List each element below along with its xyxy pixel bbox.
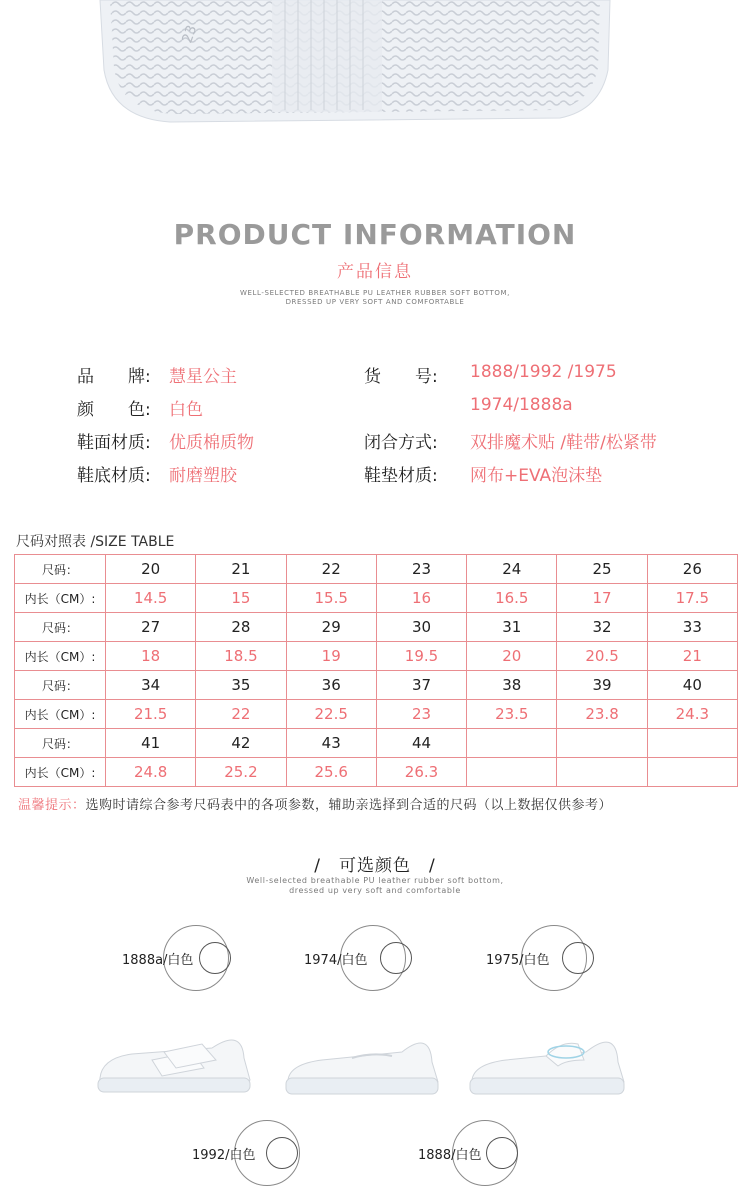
length-cell: 19 [286, 642, 376, 671]
length-cell: 14.5 [106, 584, 196, 613]
size-cell: 34 [106, 671, 196, 700]
table-row [15, 729, 738, 758]
insole-material-label: 鞋垫材质: [364, 466, 438, 486]
size-cell: 23 [376, 555, 466, 584]
table-row [15, 700, 738, 729]
item-no-value-1: 1888/1992 /1975 [470, 362, 617, 382]
length-cell: 15 [196, 584, 286, 613]
size-cell: 22 [286, 555, 376, 584]
length-cell [647, 758, 737, 787]
length-cell: 19.5 [376, 642, 466, 671]
svg-text:23: 23 [179, 23, 201, 46]
heading-caption-line2: DRESSED UP VERY SOFT AND COMFORTABLE [285, 298, 465, 306]
length-cell: 21 [647, 642, 737, 671]
size-cell: 32 [557, 613, 647, 642]
length-cell: 21.5 [106, 700, 196, 729]
shoe-image-1975[interactable] [466, 1022, 632, 1100]
length-cell: 17.5 [647, 584, 737, 613]
brand-label: 品 牌: [77, 367, 151, 387]
colors-caption-line1: Well-selected breathable PU leather rubber soft bottom, [246, 876, 504, 885]
length-cell: 22.5 [286, 700, 376, 729]
color-option-1888a[interactable]: 1888a/白色 [122, 953, 194, 968]
size-cell: 41 [106, 729, 196, 758]
size-header: 尺码： [15, 729, 106, 758]
length-cell: 23.5 [467, 700, 557, 729]
shoe-image-1974[interactable] [282, 1022, 444, 1100]
size-cell: 43 [286, 729, 376, 758]
color-ring-small [486, 1137, 518, 1169]
length-header: 内长（CM）: [15, 642, 106, 671]
color-value: 白色 [169, 400, 203, 420]
size-cell: 29 [286, 613, 376, 642]
size-header: 尺码： [15, 555, 106, 584]
product-info-title: PRODUCT INFORMATION [173, 218, 577, 251]
color-label: 颜 色: [77, 400, 151, 420]
colors-caption-line2: dressed up very soft and comfortable [289, 886, 461, 895]
table-row [15, 758, 738, 787]
length-cell: 23.8 [557, 700, 647, 729]
length-header: 内长（CM）: [15, 584, 106, 613]
size-cell: 21 [196, 555, 286, 584]
color-ring-small [380, 942, 412, 974]
size-cell: 28 [196, 613, 286, 642]
item-no-value-2: 1974/1888a [470, 395, 573, 415]
length-cell: 20 [467, 642, 557, 671]
table-row [15, 584, 738, 613]
length-cell: 18 [106, 642, 196, 671]
color-option-1888[interactable]: 1888/白色 [418, 1148, 482, 1163]
size-table-title: 尺码对照表 /SIZE TABLE [16, 534, 175, 550]
length-cell: 24.8 [106, 758, 196, 787]
size-cell: 38 [467, 671, 557, 700]
size-header: 尺码： [15, 613, 106, 642]
sole-material-label: 鞋底材质: [77, 466, 151, 486]
closure-value: 双排魔术贴 /鞋带/松紧带 [470, 433, 657, 453]
length-cell: 26.3 [376, 758, 466, 787]
color-ring-small [562, 942, 594, 974]
brand-value: 慧星公主 [169, 367, 237, 387]
colors-title: / 可选颜色 / [314, 856, 436, 876]
size-cell: 33 [647, 613, 737, 642]
upper-material-label: 鞋面材质: [77, 433, 151, 453]
length-cell: 25.2 [196, 758, 286, 787]
length-cell: 24.3 [647, 700, 737, 729]
size-cell: 31 [467, 613, 557, 642]
size-cell [467, 729, 557, 758]
length-header: 内长（CM）: [15, 700, 106, 729]
insole-material-value: 网布+EVA泡沫垫 [470, 466, 603, 486]
table-row [15, 613, 738, 642]
size-cell: 25 [557, 555, 647, 584]
length-cell: 23 [376, 700, 466, 729]
table-row [15, 671, 738, 700]
heading-caption-line1: WELL-SELECTED BREATHABLE PU LEATHER RUBBER SOFT BOTTOM, [240, 289, 510, 297]
length-cell [467, 758, 557, 787]
color-option-1974[interactable]: 1974/白色 [304, 953, 368, 968]
color-option-1992[interactable]: 1992/白色 [192, 1148, 256, 1163]
size-tip [18, 794, 612, 813]
size-cell: 24 [467, 555, 557, 584]
color-ring-small [266, 1137, 298, 1169]
length-cell: 16 [376, 584, 466, 613]
closure-label: 闭合方式: [364, 433, 438, 453]
tip-label: 温馨提示： [18, 798, 86, 813]
tip-text: 选购时请综合参考尺码表中的各项参数，辅助亲选择到合适的尺码（以上数据仅供参考） [85, 798, 613, 813]
shoe-sole-image [0, 0, 750, 160]
size-table [14, 554, 738, 787]
length-cell [557, 758, 647, 787]
size-cell: 35 [196, 671, 286, 700]
size-cell: 36 [286, 671, 376, 700]
length-cell: 18.5 [196, 642, 286, 671]
length-cell: 22 [196, 700, 286, 729]
length-cell: 15.5 [286, 584, 376, 613]
size-cell [557, 729, 647, 758]
upper-material-value: 优质棉质物 [169, 433, 254, 453]
color-ring-small [199, 942, 231, 974]
size-cell: 30 [376, 613, 466, 642]
size-cell: 40 [647, 671, 737, 700]
size-cell: 37 [376, 671, 466, 700]
size-cell: 42 [196, 729, 286, 758]
length-cell: 20.5 [557, 642, 647, 671]
size-cell: 26 [647, 555, 737, 584]
item-no-label: 货 号: [364, 367, 438, 387]
length-cell: 16.5 [467, 584, 557, 613]
table-row [15, 642, 738, 671]
length-cell: 25.6 [286, 758, 376, 787]
table-row [15, 555, 738, 584]
sole-material-value: 耐磨塑胶 [169, 466, 237, 486]
size-cell: 44 [376, 729, 466, 758]
shoe-image-1888a[interactable] [92, 1018, 262, 1100]
size-cell [647, 729, 737, 758]
length-cell: 17 [557, 584, 647, 613]
size-cell: 20 [106, 555, 196, 584]
product-info-subtitle: 产品信息 [337, 262, 413, 282]
size-header: 尺码： [15, 671, 106, 700]
size-cell: 27 [106, 613, 196, 642]
color-option-1975[interactable]: 1975/白色 [486, 953, 550, 968]
length-header: 内长（CM）: [15, 758, 106, 787]
size-cell: 39 [557, 671, 647, 700]
